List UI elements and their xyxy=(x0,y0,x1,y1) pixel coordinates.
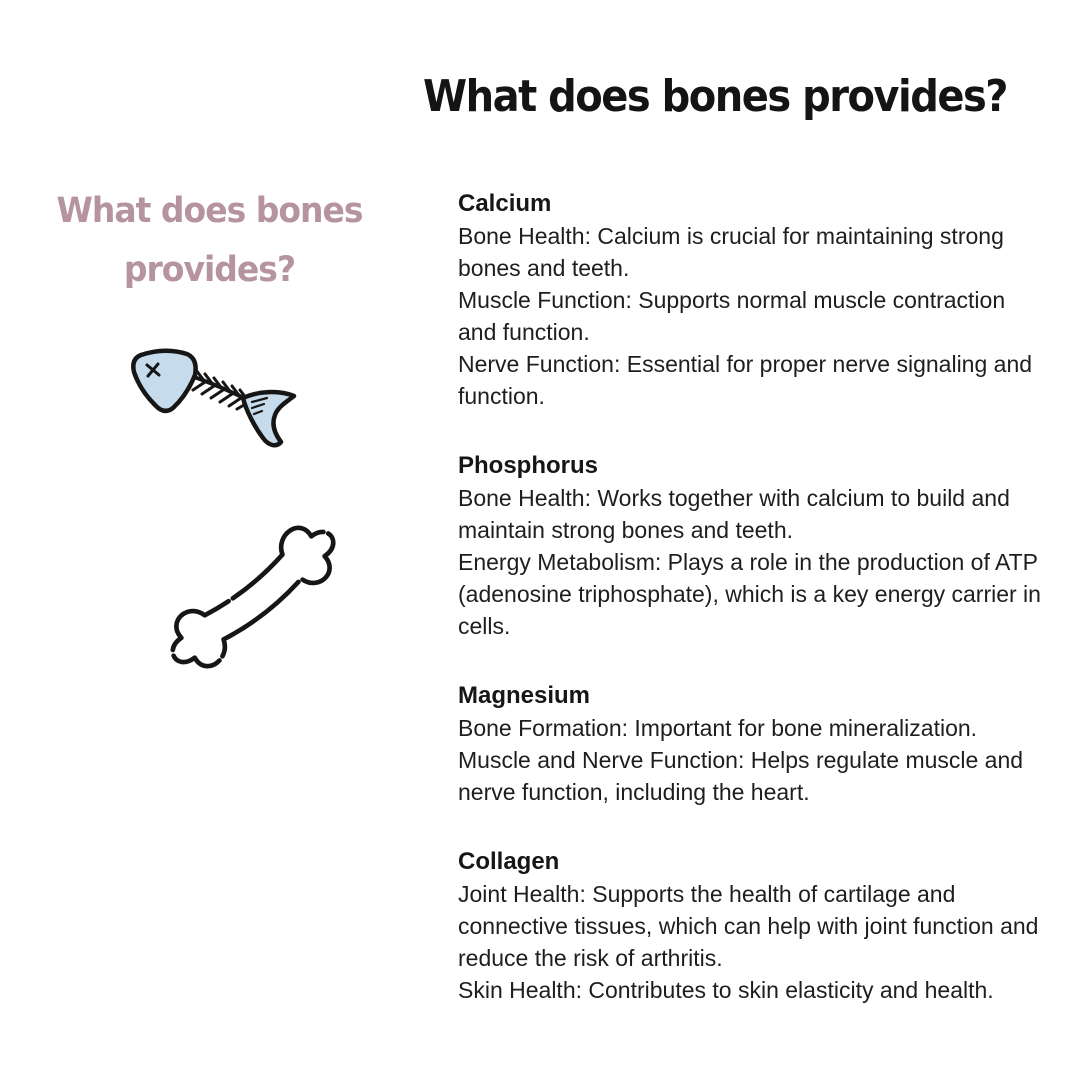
section-collagen xyxy=(458,846,1044,1006)
fish-skeleton-icon xyxy=(124,342,300,454)
page-title: What does bones provides? xyxy=(423,72,1007,122)
section-item: Bone Health: Calcium is crucial for maintaining strong bones and teeth. xyxy=(458,223,1004,281)
section-item: Bone Formation: Important for bone mineralization. xyxy=(458,715,978,741)
section-item: Energy Metabolism: Plays a role in the production of ATP (adenosine triphosphate), which is a key energy carrier in cells. xyxy=(458,549,1041,639)
section-item: Joint Health: Supports the health of cartilage and connective tissues, which can help with joint function and reduce the risk of arthritis. xyxy=(458,881,1039,971)
bone-outline xyxy=(157,513,350,682)
side-title-line2: provides? xyxy=(123,248,296,290)
section-item: Bone Health: Works together with calcium to build and maintain strong bones and teeth. xyxy=(458,485,1010,543)
section-heading: Phosphorus xyxy=(458,452,599,479)
nutrients-content xyxy=(458,188,1044,1006)
fish-tail xyxy=(243,392,294,445)
section-heading: Magnesium xyxy=(458,682,591,709)
side-title-line1: What does bones xyxy=(56,189,363,231)
fish-head xyxy=(133,351,195,411)
section-item: Muscle and Nerve Function: Helps regulate muscle and nerve function, including the heart. xyxy=(458,747,1024,805)
fish-ribs xyxy=(193,370,249,409)
section-item: Skin Health: Contributes to skin elasticity and health. xyxy=(458,977,994,1003)
bone-icon xyxy=(144,498,362,696)
side-title xyxy=(52,181,367,299)
section-phosphorus xyxy=(458,450,1044,642)
section-item: Muscle Function: Supports normal muscle contraction and function. xyxy=(458,287,1006,345)
section-heading: Collagen xyxy=(458,848,560,875)
section-item: Nerve Function: Essential for proper nerve signaling and function. xyxy=(458,351,1033,409)
section-heading: Calcium xyxy=(458,190,552,217)
section-calcium xyxy=(458,188,1044,412)
section-magnesium xyxy=(458,680,1044,808)
